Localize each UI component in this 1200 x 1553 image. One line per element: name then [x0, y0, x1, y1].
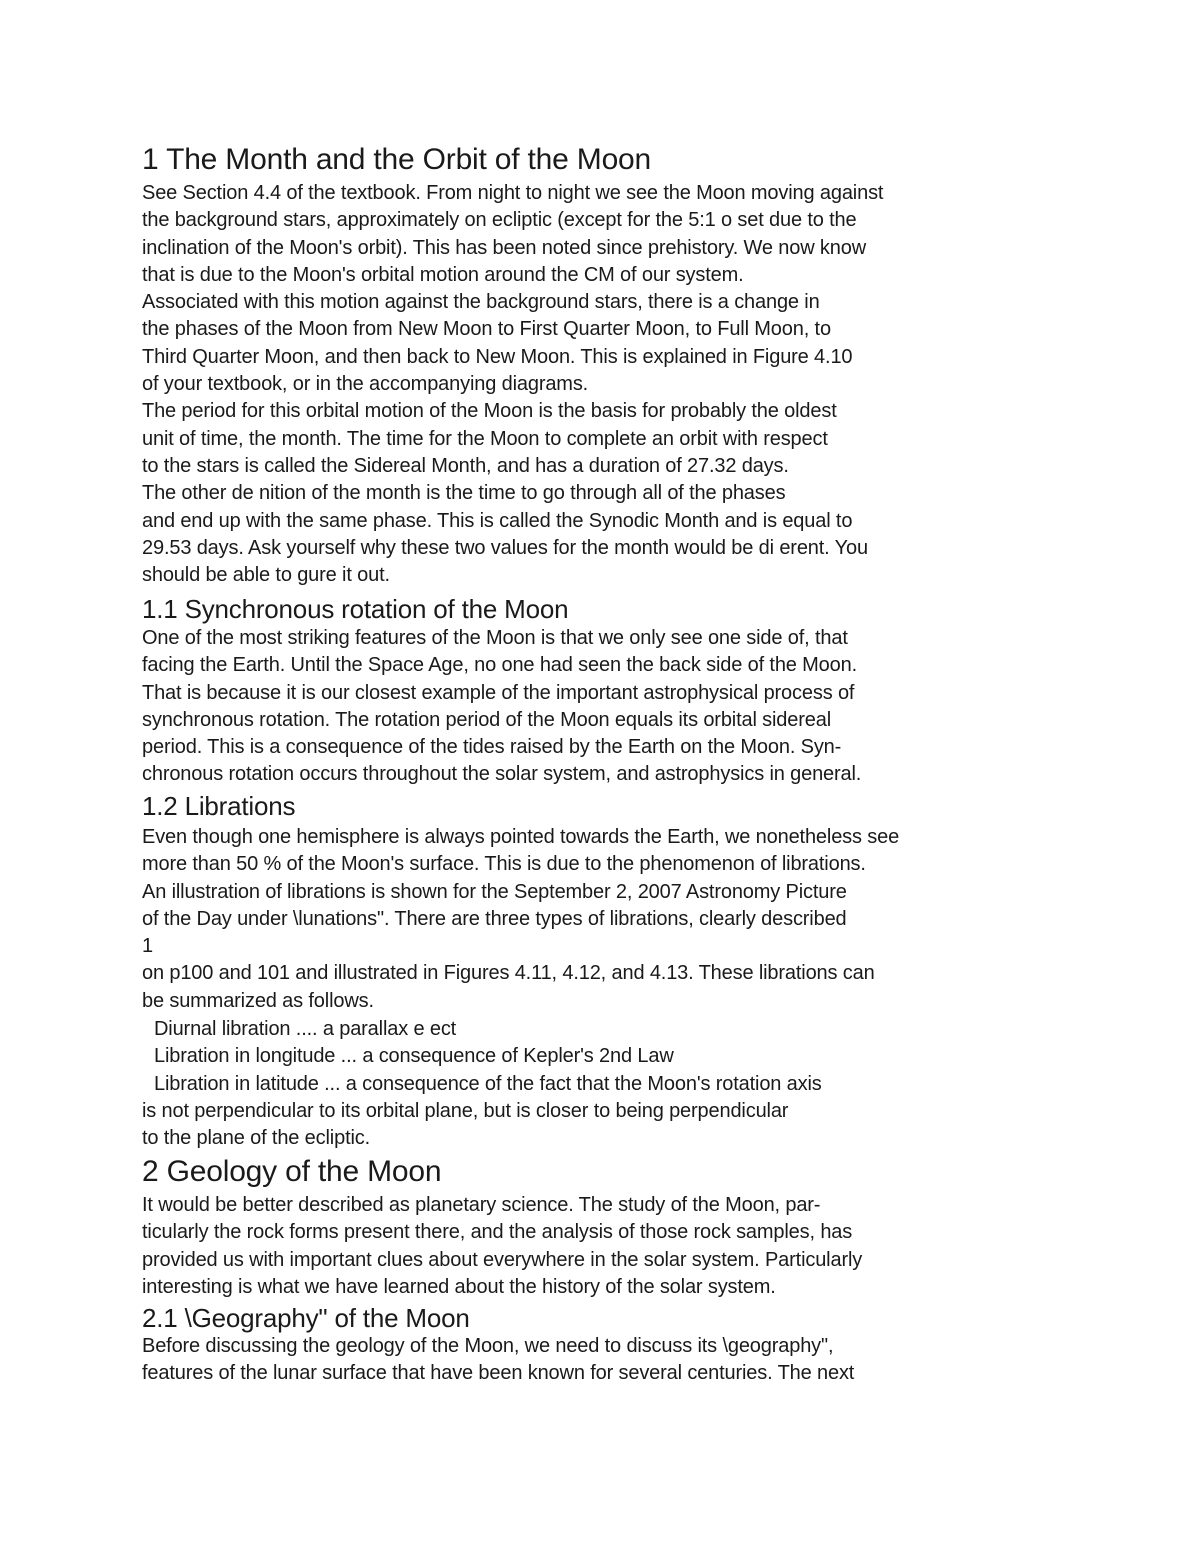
list-item-continuation: is not perpendicular to its orbital plane, but is closer to being perpendicular: [142, 1099, 789, 1122]
footnote-marker: 1: [142, 935, 153, 958]
text-line: ticularly the rock forms present there, and the analysis of those rock samples, has: [142, 1221, 853, 1244]
text-line: The period for this orbital motion of the Moon is the basis for probably the oldest: [142, 400, 837, 423]
list-item: Libration in longitude ... a consequence of Kepler's 2nd Law: [154, 1045, 674, 1068]
text-line: An illustration of librations is shown for the September 2, 2007 Astronomy Picture: [142, 880, 847, 903]
list-item: Diurnal libration .... a parallax e ect: [154, 1018, 457, 1040]
section-1-paragraph: [142, 180, 883, 589]
section-heading-1-2: 1.2 Librations: [142, 791, 296, 821]
list-item: Libration in latitude ... a consequence of the fact that the Moon's rotation axis: [154, 1072, 822, 1095]
text-line: Third Quarter Moon, and then back to New Moon. This is explained in Figure 4.10: [142, 345, 853, 368]
libration-list: [142, 1016, 822, 1152]
section-heading-1-1: 1.1 Synchronous rotation of the Moon: [142, 594, 569, 624]
text-line: See Section 4.4 of the textbook. From night to night we see the Moon moving against: [142, 182, 884, 204]
text-line: more than 50 % of the Moon's surface. This is due to the phenomenon of librations.: [142, 853, 866, 876]
text-line: should be able to gure it out.: [142, 564, 390, 587]
section-heading-2: 2 Geology of the Moon: [142, 1155, 442, 1188]
text-line: features of the lunar surface that have been known for several centuries. The next: [142, 1362, 855, 1385]
text-line: of the Day under \lunations". There are three types of librations, clearly described: [142, 907, 847, 930]
text-line: Even though one hemisphere is always pointed towards the Earth, we nonetheless see: [142, 826, 900, 848]
text-line: That is because it is our closest example of the important astrophysical process of: [142, 681, 855, 704]
section-2-paragraph: [142, 1192, 862, 1301]
text-line: period. This is a consequence of the tides raised by the Earth on the Moon. Syn-: [142, 736, 842, 759]
section-1-2-paragraph: [142, 824, 899, 1015]
text-line: on p100 and 101 and illustrated in Figures 4.11, 4.12, and 4.13. These librations can: [142, 962, 875, 985]
text-line: that is due to the Moon's orbital motion around the CM of our system.: [142, 263, 744, 286]
text-line: chronous rotation occurs throughout the solar system, and astrophysics in general.: [142, 763, 862, 786]
text-line: Before discussing the geology of the Moon, we need to discuss its \geography",: [142, 1335, 834, 1357]
text-line: unit of time, the month. The time for the Moon to complete an orbit with respect: [142, 427, 828, 450]
text-line: and end up with the same phase. This is called the Synodic Month and is equal to: [142, 509, 853, 532]
text-line: facing the Earth. Until the Space Age, no one had seen the back side of the Moon.: [142, 654, 858, 677]
text-line: to the stars is called the Sidereal Month, and has a duration of 27.32 days.: [142, 454, 789, 477]
text-line: of your textbook, or in the accompanying diagrams.: [142, 373, 589, 396]
section-1-1-paragraph: [142, 625, 861, 789]
text-line: synchronous rotation. The rotation period of the Moon equals its orbital sidereal: [142, 708, 832, 731]
text-line: provided us with important clues about everywhere in the solar system. Particularly: [142, 1248, 863, 1271]
text-line: the background stars, approximately on ecliptic (except for the 5:1 o set due to the: [142, 209, 857, 232]
text-line: 29.53 days. Ask yourself why these two values for the month would be di erent. You: [142, 536, 868, 559]
text-line: interesting is what we have learned about the history of the solar system.: [142, 1275, 776, 1298]
text-line: the phases of the Moon from New Moon to First Quarter Moon, to Full Moon, to: [142, 318, 831, 341]
section-2-1-paragraph: [142, 1333, 854, 1388]
text-line: It would be better described as planetary science. The study of the Moon, par-: [142, 1194, 821, 1216]
list-item-continuation: to the plane of the ecliptic.: [142, 1127, 371, 1150]
text-line: be summarized as follows.: [142, 989, 374, 1012]
text-line: Associated with this motion against the background stars, there is a change in: [142, 291, 820, 314]
section-heading-1: 1 The Month and the Orbit of the Moon: [142, 143, 652, 176]
text-line: inclination of the Moon's orbit). This has been noted since prehistory. We now know: [142, 236, 866, 259]
text-line: One of the most striking features of the Moon is that we only see one side of, that: [142, 627, 848, 649]
section-heading-2-1: 2.1 \Geography" of the Moon: [142, 1303, 470, 1333]
text-line: The other de nition of the month is the time to go through all of the phases: [142, 482, 786, 505]
